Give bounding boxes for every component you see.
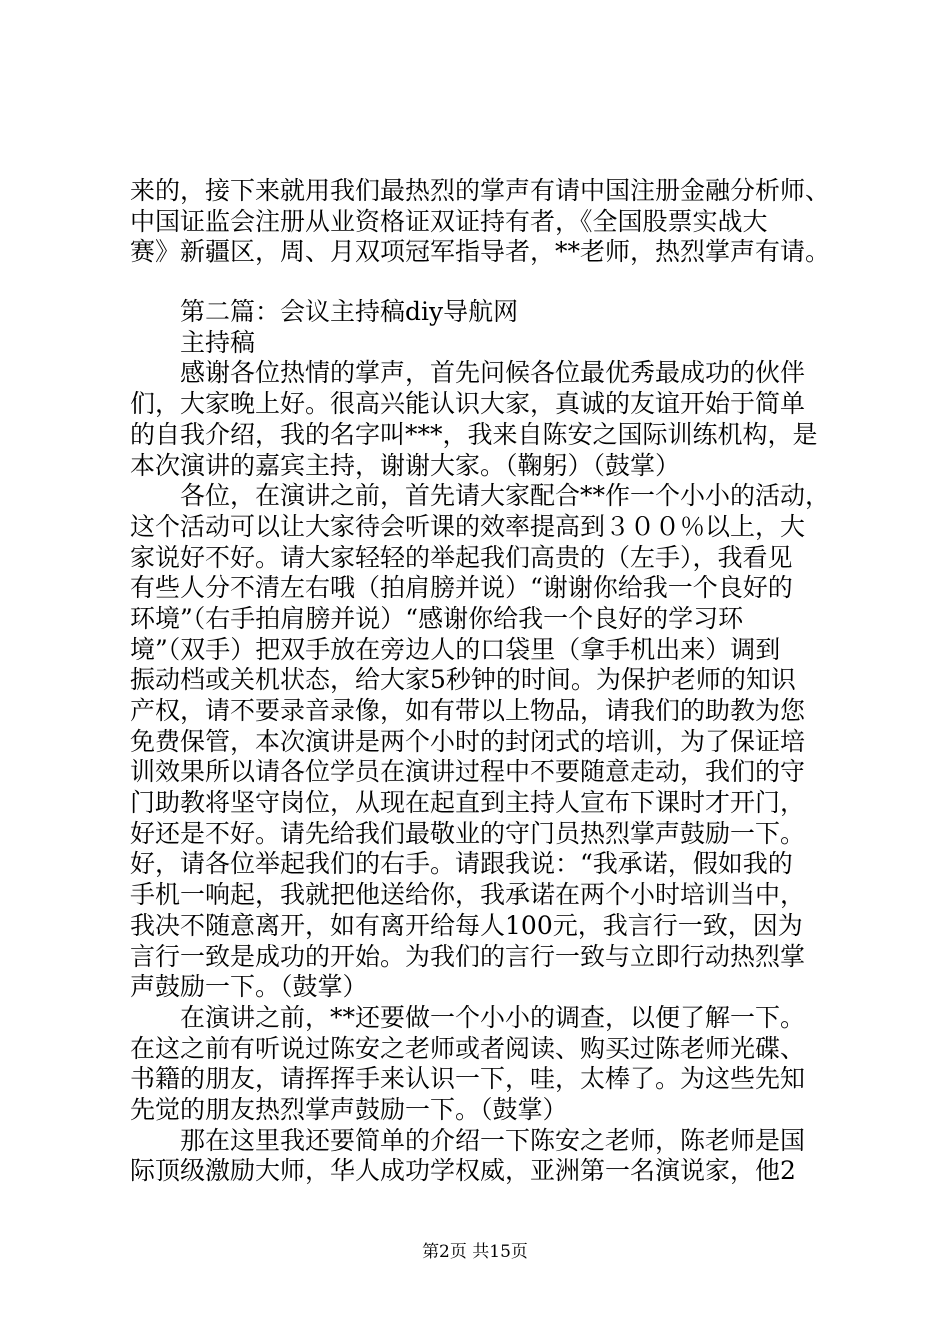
- text-line: 们，大家晚上好。很高兴能认识大家，真诚的友谊开始于简单: [130, 389, 806, 419]
- text-line: 声鼓励一下。（鼓掌）: [130, 972, 368, 1002]
- text-line: 各位，在演讲之前，首先请大家配合**作一个小小的活动，: [180, 481, 831, 511]
- text-line: 在演讲之前，**还要做一个小小的调查，以便了解一下。: [180, 1002, 806, 1032]
- text-line: 来的，接下来就用我们最热烈的掌声有请中国注册金融分析师、: [130, 176, 831, 205]
- text-line: 感谢各位热情的掌声，首先问候各位最优秀最成功的伙伴: [180, 358, 806, 388]
- paragraph: [130, 1126, 850, 1187]
- paragraph-gap: [130, 268, 850, 297]
- text-line: 言行一致是成功的开始。为我们的言行一致与立即行动热烈掌: [130, 941, 806, 971]
- paragraph: [130, 297, 850, 328]
- text-line: 际顶级激励大师，华人成功学权威，亚洲第一名演说家，他2: [130, 1156, 796, 1186]
- text-line: 免费保管，本次演讲是两个小时的封闭式的培训，为了保证培: [130, 726, 806, 756]
- text-line: 门助教将坚守岗位，从现在起直到主持人宣布下课时才开门，: [130, 788, 806, 818]
- page-footer: 第2页 共15页: [422, 1242, 528, 1262]
- text-line: 赛》新疆区，周、月双项冠军指导者，**老师，热烈掌声有请。: [130, 237, 831, 267]
- text-line: 产权，请不要录音录像，如有带以上物品，请我们的助教为您: [130, 696, 806, 725]
- text-line: 的自我介绍，我的名字叫***，我来自陈安之国际训练机构，是: [130, 419, 818, 449]
- text-line: 第二篇：会议主持稿diy导航网: [180, 297, 519, 327]
- text-line: 书籍的朋友，请挥挥手来认识一下，哇，太棒了。为这些先知: [130, 1064, 806, 1094]
- text-line: 好还是不好。请先给我们最敬业的守门员热烈掌声鼓励一下。: [130, 818, 806, 848]
- text-line: 境”（双手）把双手放在旁边人的口袋里（拿手机出来）调到: [130, 634, 781, 664]
- text-line: 训效果所以请各位学员在演讲过程中不要随意走动，我们的守: [130, 757, 806, 787]
- text-line: 家说好不好。请大家轻轻的举起我们高贵的（左手），我看见: [130, 542, 793, 572]
- text-line: 有些人分不清左右哦（拍肩膀并说）“谢谢你给我一个良好的: [130, 573, 793, 603]
- text-line: 这个活动可以让大家待会听课的效率提高到３００％以上，大: [130, 511, 806, 541]
- paragraph: [130, 481, 850, 1003]
- paragraph: [130, 176, 850, 268]
- paragraph: [130, 328, 850, 359]
- text-line: 振动档或关机状态，给大家5秒钟的时间。为保护老师的知识: [130, 665, 796, 695]
- paragraph: [130, 1003, 850, 1126]
- text-line: 在这之前有听说过陈安之老师或者阅读、购买过陈老师光碟、: [130, 1033, 806, 1063]
- text-line: 我决不随意离开，如有离开给每人100元，我言行一致，因为: [130, 910, 803, 940]
- text-line: 先觉的朋友热烈掌声鼓励一下。（鼓掌）: [130, 1094, 568, 1124]
- document-body: [130, 176, 850, 1187]
- text-line: 本次演讲的嘉宾主持，谢谢大家。（鞠躬）（鼓掌）: [130, 450, 681, 480]
- text-line: 手机一响起，我就把他送给你，我承诺在两个小时培训当中，: [130, 880, 806, 910]
- text-line: 主持稿: [180, 327, 256, 357]
- text-line: 中国证监会注册从业资格证双证持有者，《全国股票实战大: [130, 206, 768, 236]
- text-line: 那在这里我还要简单的介绍一下陈安之老师，陈老师是国: [180, 1125, 806, 1155]
- paragraph: [130, 358, 850, 481]
- text-line: 环境”（右手拍肩膀并说）“感谢你给我一个良好的学习环: [130, 603, 744, 633]
- text-line: 好，请各位举起我们的右手。请跟我说：“我承诺，假如我的: [130, 849, 793, 879]
